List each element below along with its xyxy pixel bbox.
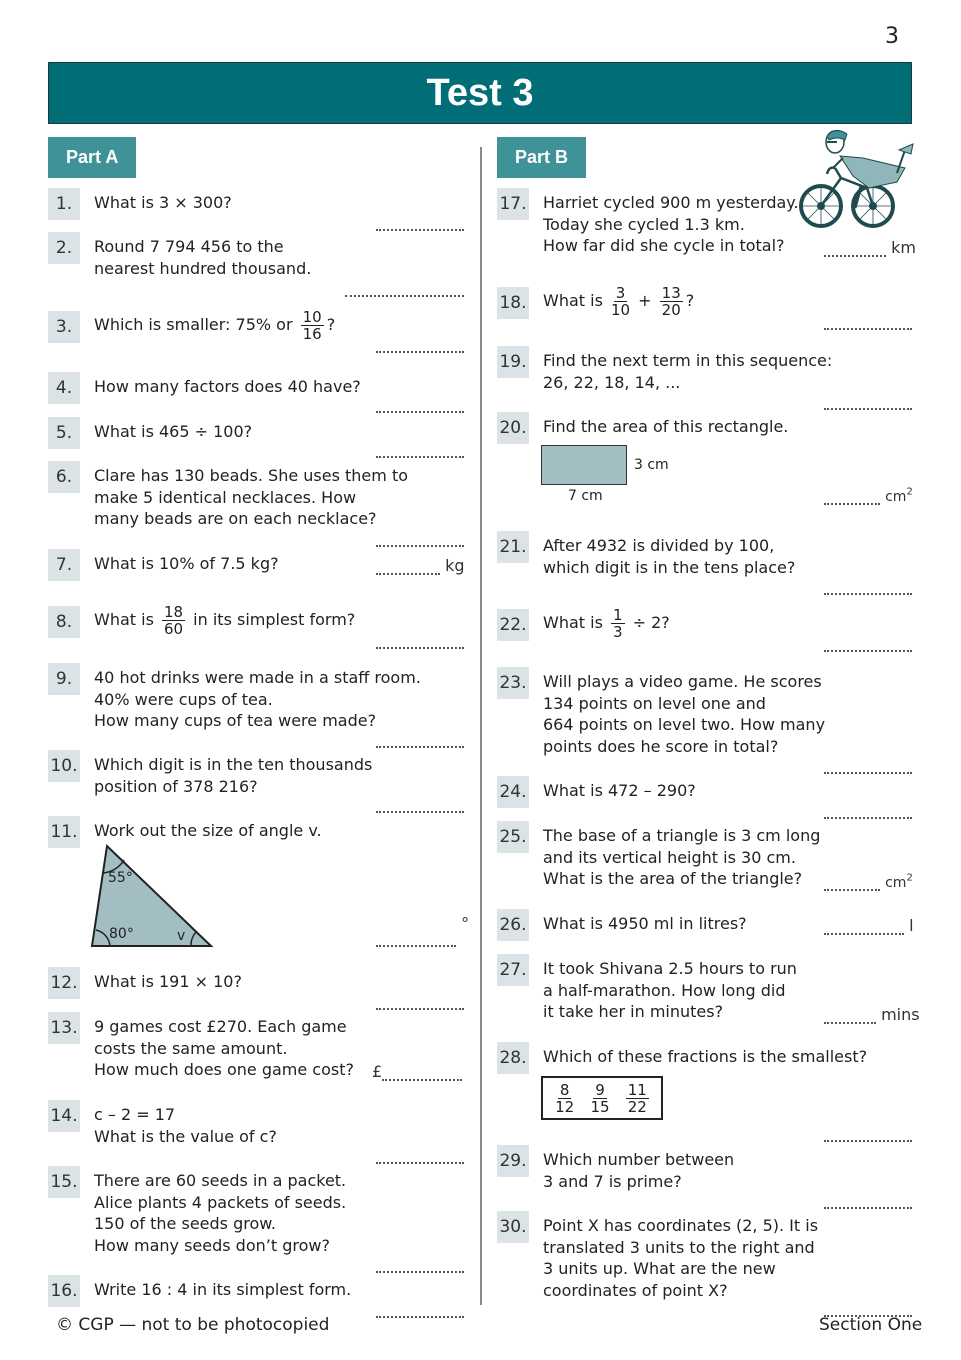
answer-field-2[interactable] — [345, 278, 464, 297]
unit-label: cm — [885, 875, 907, 891]
angle-label-55: 55° — [108, 870, 133, 886]
answer-field-18[interactable] — [824, 311, 912, 330]
question-text: Round 7 794 456 to the — [94, 237, 284, 256]
answer-field-28[interactable] — [824, 1123, 912, 1142]
fractions-box — [541, 1076, 663, 1120]
question-text: c – 2 = 17 — [94, 1105, 176, 1124]
answer-field-21[interactable] — [824, 576, 912, 595]
question-text: How many cups of tea were made? — [94, 711, 377, 730]
answer-field-27[interactable] — [824, 1005, 920, 1024]
fraction: $\frac{13}{20}$ — [661, 284, 681, 319]
answer-field-8[interactable] — [376, 630, 464, 649]
question-text: Clare has 130 beads. She uses them to — [94, 466, 408, 485]
answer-field-26[interactable] — [824, 916, 914, 935]
question-number: 30. — [497, 1211, 529, 1243]
question-number: 6. — [48, 461, 80, 493]
answer-field-4[interactable] — [376, 394, 464, 413]
part-a-tab: Part A — [48, 137, 136, 178]
question-text: 664 points on level two. How many — [543, 715, 826, 734]
unit-label: cm — [885, 489, 907, 505]
angle-label-80: 80° — [109, 926, 134, 942]
question-text: 40 hot drinks were made in a staff room. — [94, 668, 421, 687]
answer-field-23[interactable] — [824, 755, 912, 774]
question-text: it take her in minutes? — [543, 1002, 724, 1021]
question-text: Harriet cycled 900 m yesterday. — [543, 193, 799, 212]
question-text: 40% were cups of tea. — [94, 689, 273, 709]
question-text: What is — [94, 610, 159, 629]
question-number: 21. — [497, 531, 529, 563]
question-text: 134 points on level one and — [543, 693, 766, 713]
question-number: 8. — [48, 606, 80, 638]
answer-field-11[interactable] — [376, 914, 470, 947]
question-text: coordinates of point X? — [543, 1280, 728, 1300]
answer-field-24[interactable] — [824, 800, 912, 819]
question-number: 18. — [497, 287, 529, 319]
currency-label: £ — [372, 1062, 383, 1081]
answer-field-1[interactable] — [376, 212, 464, 231]
page-title: Test 3 — [426, 71, 534, 114]
rectangle-width-label: 7 cm — [568, 488, 603, 504]
question-number: 2. — [48, 232, 80, 264]
question-text: position of 378 216? — [94, 776, 258, 796]
question-text: It took Shivana 2.5 hours to run — [543, 959, 797, 978]
question-text: translated 3 units to the right and — [543, 1237, 815, 1257]
question-text: make 5 identical necklaces. How — [94, 487, 357, 507]
question-text: Find the area of this rectangle. — [543, 417, 789, 436]
question-number: 13. — [48, 1012, 80, 1044]
question-text: Which digit is in the ten thousands — [94, 755, 373, 774]
answer-field-10[interactable] — [376, 794, 464, 813]
question-text: Work out the size of angle v. — [94, 821, 322, 840]
title-bar — [48, 62, 912, 124]
unit-label: mins — [881, 1005, 920, 1024]
question-text: nearest hundred thousand. — [94, 258, 312, 278]
answer-field-19[interactable] — [824, 391, 912, 410]
question-number: 26. — [497, 909, 529, 941]
question-text: many beads are on each necklace? — [94, 509, 377, 528]
question-number: 28. — [497, 1042, 529, 1074]
section-footer: Section One — [819, 1315, 923, 1335]
question-text: Today she cycled 1.3 km. — [543, 214, 745, 234]
question-text: Find the next term in this sequence: — [543, 351, 833, 370]
answer-field-16[interactable] — [376, 1299, 464, 1318]
unit-label: l — [909, 916, 914, 935]
fraction: $\frac{10}{16}$ — [302, 308, 322, 343]
fraction-option: $\frac{9}{15}$ — [590, 1080, 610, 1116]
answer-field-14[interactable] — [376, 1145, 464, 1164]
unit-label: km — [891, 238, 916, 257]
answer-field-5[interactable] — [376, 439, 464, 458]
cyclist-illustration — [795, 128, 915, 228]
question-text: What is 10% of 7.5 kg? — [94, 554, 279, 573]
question-text: How much does one game cost? — [94, 1060, 354, 1079]
question-number: 27. — [497, 954, 529, 986]
question-text: After 4932 is divided by 100, — [543, 536, 775, 555]
question-text: 9 games cost £270. Each game — [94, 1017, 347, 1036]
question-text: 3 and 7 is prime? — [543, 1171, 682, 1191]
question-text: Which of these fractions is the smallest? — [543, 1047, 868, 1066]
question-number: 10. — [48, 750, 80, 782]
answer-field-15[interactable] — [376, 1254, 464, 1273]
answer-field-7[interactable] — [376, 556, 465, 575]
answer-field-9[interactable] — [376, 729, 464, 748]
question-number: 9. — [48, 663, 80, 695]
question-text: 3 units up. What are the new — [543, 1259, 776, 1278]
copyright-footer: © CGP — not to be photocopied — [56, 1315, 330, 1335]
answer-field-6[interactable] — [376, 528, 464, 547]
question-text: 26, 22, 18, 14, ... — [543, 372, 681, 392]
question-text: What is the value of c? — [94, 1126, 277, 1146]
question-number: 23. — [497, 667, 529, 699]
question-number: 24. — [497, 776, 529, 808]
unit-label: ° — [461, 914, 470, 933]
question-number: 15. — [48, 1166, 80, 1198]
question-text: What is 3 × 300? — [94, 193, 232, 212]
question-text: The base of a triangle is 3 cm long — [543, 826, 821, 845]
fraction-option: $\frac{8}{12}$ — [555, 1080, 575, 1116]
rectangle-height-label: 3 cm — [634, 457, 669, 473]
question-text: Will plays a video game. He scores — [543, 672, 822, 691]
question-number: 11. — [48, 816, 80, 848]
unit-label: kg — [445, 556, 465, 575]
part-b-tab: Part B — [497, 137, 586, 178]
question-number: 17. — [497, 188, 529, 220]
page-number: 3 — [885, 24, 899, 49]
answer-field-29[interactable] — [824, 1190, 912, 1209]
question-number: 16. — [48, 1275, 80, 1307]
fraction: $\frac{18}{60}$ — [164, 603, 184, 638]
question-number: 20. — [497, 412, 529, 444]
answer-field-22[interactable] — [824, 633, 912, 652]
question-number: 5. — [48, 417, 80, 449]
question-text: costs the same amount. — [94, 1038, 288, 1058]
question-text: What is the area of the triangle? — [543, 869, 803, 888]
column-divider — [480, 147, 482, 1305]
question-text: What is — [543, 613, 608, 632]
question-text: Write 16 : 4 in its simplest form. — [94, 1280, 352, 1299]
question-text: There are 60 seeds in a packet. — [94, 1171, 347, 1190]
question-text: How far did she cycle in total? — [543, 236, 785, 255]
question-text: How many seeds don’t grow? — [94, 1235, 330, 1255]
question-number: 12. — [48, 967, 80, 999]
question-text: and its vertical height is 30 cm. — [543, 847, 796, 867]
question-text: which digit is in the tens place? — [543, 557, 796, 577]
question-number: 14. — [48, 1100, 80, 1132]
question-number: 29. — [497, 1145, 529, 1177]
question-number: 25. — [497, 821, 529, 853]
question-number: 1. — [48, 188, 80, 220]
question-text: a half-marathon. How long did — [543, 980, 786, 1000]
question-text: What is 472 – 290? — [543, 781, 696, 800]
question-text: Alice plants 4 packets of seeds. — [94, 1192, 347, 1212]
rectangle-diagram — [541, 445, 627, 485]
question-text: What is 4950 ml in litres? — [543, 914, 747, 933]
question-text: What is — [543, 291, 608, 310]
fraction: $\frac{1}{3}$ — [613, 606, 623, 641]
fraction-option: $\frac{11}{22}$ — [627, 1080, 647, 1116]
answer-field-12[interactable] — [376, 991, 464, 1010]
question-text: points does he score in total? — [543, 736, 779, 756]
question-text: How many factors does 40 have? — [94, 377, 361, 396]
question-number: 7. — [48, 549, 80, 581]
fraction: $\frac{3}{10}$ — [611, 284, 631, 319]
answer-field-20[interactable]: $cm^2$ — [824, 486, 913, 505]
question-number: 22. — [497, 609, 529, 641]
question-number: 19. — [497, 346, 529, 378]
question-text: Which is smaller: 75% or — [94, 315, 298, 334]
answer-field-17[interactable] — [824, 238, 916, 257]
answer-field-25[interactable]: $cm^2$ — [824, 872, 913, 891]
question-text: What is 191 × 10? — [94, 972, 242, 991]
answer-field-3[interactable] — [376, 334, 464, 353]
question-text: What is 465 ÷ 100? — [94, 422, 253, 441]
angle-label-v: v — [177, 928, 186, 944]
question-text: 150 of the seeds grow. — [94, 1214, 276, 1233]
triangle-diagram — [88, 842, 218, 952]
question-text: Which number between — [543, 1150, 735, 1169]
answer-field-13[interactable] — [372, 1062, 462, 1081]
question-number: 4. — [48, 372, 80, 404]
question-number: 3. — [48, 311, 80, 343]
question-text: Point X has coordinates (2, 5). It is — [543, 1216, 819, 1235]
